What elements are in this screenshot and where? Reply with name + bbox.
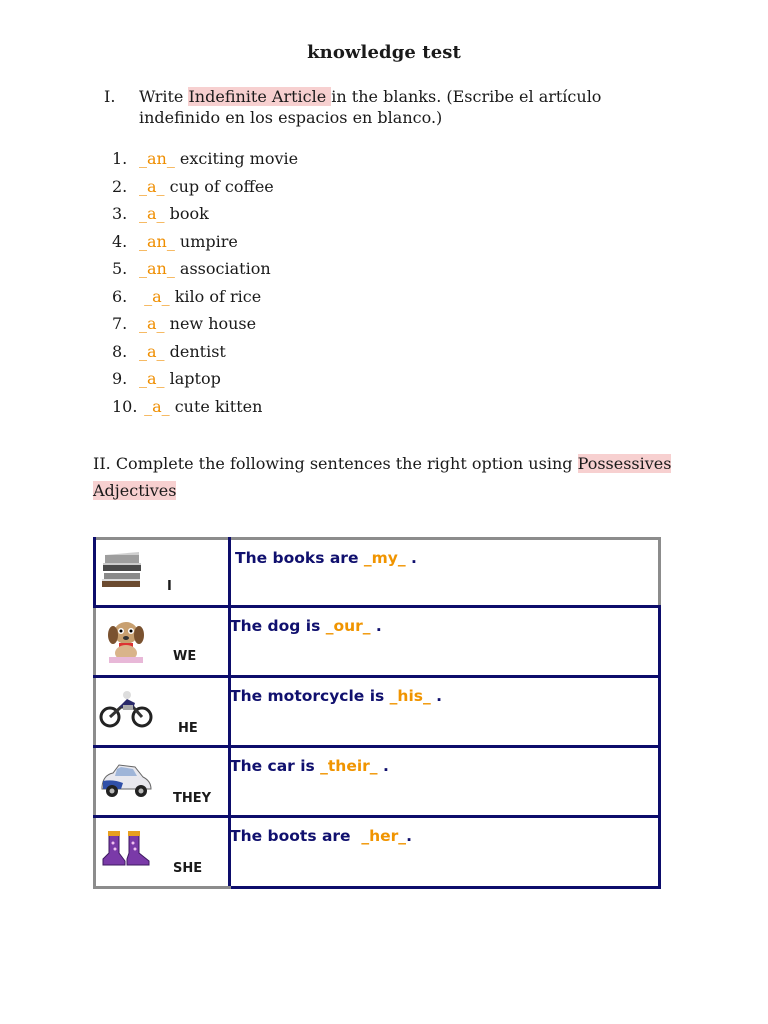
item-text: cup of coffee xyxy=(164,176,274,196)
item-number: 2. xyxy=(112,176,128,196)
section-2-highlight-1: Possessives xyxy=(577,454,672,473)
sentence-text: The car is xyxy=(230,757,321,775)
sentence-answer: _her_ xyxy=(361,827,407,845)
item-answer: _an_ xyxy=(139,259,175,278)
item-number: 8. xyxy=(112,341,128,361)
item-number: 10. xyxy=(112,396,138,416)
table-row xyxy=(93,817,228,887)
sentence xyxy=(230,687,442,705)
pronoun-label: SHE xyxy=(173,861,203,876)
sentence-text: The books are xyxy=(235,549,364,567)
list-item xyxy=(112,148,298,176)
item-answer: _a_ xyxy=(139,314,165,333)
section-1-instruction xyxy=(104,86,684,128)
list-item xyxy=(112,258,298,286)
sentence-text: The dog is xyxy=(230,617,326,635)
list-item xyxy=(112,341,298,369)
item-text: association xyxy=(174,259,271,278)
table-row xyxy=(93,677,228,747)
list-item xyxy=(112,176,298,204)
sentence-end: . xyxy=(406,827,412,845)
page-title: knowledge test xyxy=(307,42,461,63)
table-row xyxy=(93,747,228,817)
item-answer: _a_ xyxy=(139,176,165,196)
item-answer: _a_ xyxy=(139,286,170,306)
sentence-end: . xyxy=(377,757,389,775)
item-answer: _an_ xyxy=(139,149,175,168)
section-1-number: I. xyxy=(104,87,116,106)
pronoun-label: WE xyxy=(173,649,197,664)
item-text: laptop xyxy=(164,369,221,388)
sentence xyxy=(230,617,382,635)
motorcycle-icon xyxy=(99,689,153,729)
sentence xyxy=(230,757,389,775)
list-item xyxy=(112,203,298,231)
pronoun-label: THEY xyxy=(173,791,212,806)
item-text: umpire xyxy=(174,231,238,251)
item-text: kilo of rice xyxy=(169,286,262,306)
item-number: 9. xyxy=(112,369,128,388)
possessives-table xyxy=(93,537,661,889)
sentence-text: The motorcycle is xyxy=(230,687,390,705)
sentence-answer: _his_ xyxy=(389,687,431,705)
instruction-highlight: Indefinite Article xyxy=(188,87,332,106)
item-text: new house xyxy=(164,314,257,333)
instruction-suffix: in the blanks. (Escribe el artículo indefinido en los espacios en blanco.) xyxy=(139,87,602,127)
sentence-text: The boots are xyxy=(230,827,362,845)
sentence xyxy=(230,827,412,845)
sentence-answer: _my_ xyxy=(363,549,406,567)
sentence-answer: _their_ xyxy=(320,757,378,775)
sentence-answer: _our_ xyxy=(325,617,371,635)
item-text: exciting movie xyxy=(174,149,299,168)
item-text: cute kitten xyxy=(169,396,263,416)
car-icon xyxy=(99,761,153,801)
item-answer: _a_ xyxy=(139,396,170,416)
item-number: 1. xyxy=(112,149,128,168)
table-row xyxy=(93,537,228,607)
list-item xyxy=(112,313,298,341)
article-list xyxy=(112,148,298,423)
sentence-end: . xyxy=(430,687,443,705)
item-answer: _a_ xyxy=(139,341,165,361)
section-2-instruction xyxy=(93,450,673,504)
item-answer: _a_ xyxy=(139,369,165,388)
pronoun-label: I xyxy=(167,579,172,594)
item-text: book xyxy=(164,204,209,223)
sentence xyxy=(235,549,417,567)
item-number: 5. xyxy=(112,259,128,278)
section-2-highlight-2: Adjectives xyxy=(93,481,177,500)
instruction-prefix: Write xyxy=(139,87,189,106)
list-item xyxy=(112,286,298,314)
item-answer: _a_ xyxy=(139,204,165,223)
books-icon xyxy=(99,549,145,593)
section-2-prefix: II. Complete the following sentences the right option using xyxy=(93,454,578,473)
sentence-end: . xyxy=(405,549,417,567)
item-number: 6. xyxy=(112,286,128,306)
item-number: 4. xyxy=(112,231,128,251)
item-number: 7. xyxy=(112,314,128,333)
item-text: dentist xyxy=(164,341,226,361)
sentence-end: . xyxy=(370,617,382,635)
dog-icon xyxy=(103,615,149,665)
list-item xyxy=(112,231,298,259)
item-answer: _an_ xyxy=(139,231,175,251)
boots-icon xyxy=(99,829,153,869)
item-number: 3. xyxy=(112,204,128,223)
list-item xyxy=(112,396,298,424)
pronoun-label: HE xyxy=(178,721,198,736)
list-item xyxy=(112,368,298,396)
table-row xyxy=(93,607,228,677)
